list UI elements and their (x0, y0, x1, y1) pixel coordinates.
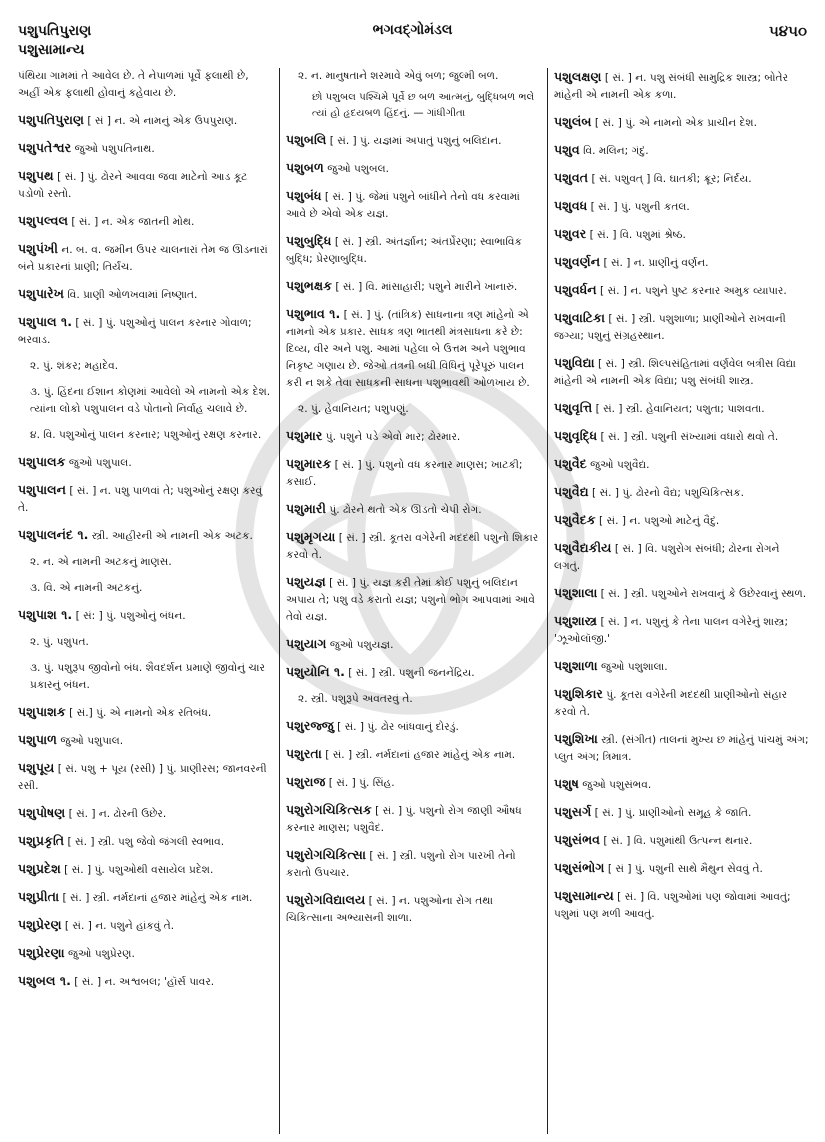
entry-quotation (286, 90, 541, 122)
entry-headword: પશુબળ (286, 160, 324, 175)
entry-definition: [ સં. ] સ્ત્રી. નર્મદાનાં હજાર માંહેનું એક નામ. (321, 749, 516, 761)
dictionary-entry (18, 212, 273, 231)
entry-definition: જુઓ પશુપ્રેરણ. (64, 948, 135, 960)
entry-definition: [ સં. ] વિ. પશુઓમાં પણ જોવામાં આવતું; પશુમાં પણ મળી આવતું. (554, 891, 791, 920)
entry-headword: પશુવિદ્યા (554, 355, 595, 370)
entry-definition: ૩. પું. હિંદના ઈશાન કોણમાં આવેલો એ નામનો એક દેશ. ત્યાંના લોકો પશુપાલન વડે પોતાનો નિર્વાહ ચલાવે છે. (30, 386, 271, 415)
dictionary-entry (554, 141, 809, 160)
entry-headword: પશુપથ (18, 168, 54, 183)
entry-definition: ૨. પું. શંકર; મહાદેવ. (30, 360, 119, 372)
entry-headword: પશુપ્રકૃતિ (18, 833, 65, 848)
entry-columns (14, 68, 815, 1134)
dictionary-entry (554, 775, 809, 794)
guide-word-first: પશુપતિપુરાણ (18, 23, 92, 39)
entry-definition: [ સં. ] સ્ત્રી. અંતર્જ્ઞાન; અંતર્પ્રેરણા; સ્વાભાવિક બુદ્ધિ; પ્રેરણાબુદ્ધિ. (286, 236, 522, 265)
dictionary-entry (554, 803, 809, 822)
entry-headword: પશુસર્ગ (554, 804, 592, 819)
entry-definition: [ સં. ] પું. પશુની કતલ. (587, 201, 690, 213)
dictionary-entry (18, 860, 273, 879)
entry-definition: [ સં. પશુ + પૂય (રસી) ] પું. પ્રાણીરસ; જાનવરની રસી. (18, 763, 267, 792)
entry-definition: [ સં. ] સ્ત્રી. શિલ્પસંહિતામાં વર્ણવેલ બત્રીસ વિદ્યા માંહેની એ નામની એક વિદ્યા; પશુ સંબંધી શાસ્ત્ર. (554, 358, 796, 387)
entry-sense (18, 427, 273, 444)
entry-headword: પશુપલ્વલ (18, 213, 68, 228)
entry-definition: [ સં. ] સ્ત્રી. હેવાનિયત; પશુતા; પાશવતા. (592, 403, 765, 415)
entry-definition: [ સં. ] વિ. પશુમાંથી ઉત્પન્ન થનાર. (600, 835, 753, 847)
entry-definition: [ સં. ] પું. એ નામનો એક પ્રાચીન દેશ. (591, 117, 757, 129)
entry-definition: પંથિયા ગામમાં તે આવેલ છે. તે નેપાળમાં પૂર્વે ફલાથી છે, અહીં એક ફલાથી હોવાનું કહેવાય છે. (18, 70, 249, 99)
entry-definition: સ્ત્રી. આહીરની એ નામની એક અટક. (88, 530, 253, 542)
dictionary-entry (18, 167, 273, 203)
entry-definition: [ સં. ] સ્ત્રી. પશુઓને રાખવાનું કે ઉછેરવાનું સ્થળ. (597, 588, 807, 600)
dictionary-entry (18, 703, 273, 722)
entry-headword: પશુલંબ (554, 114, 592, 129)
entry-definition: [ સં. ] ન. પશુઓ માટેનું વૈદું. (595, 515, 720, 527)
dictionary-entry (554, 859, 809, 878)
dictionary-entry (554, 169, 809, 188)
entry-headword: પશુષ (554, 776, 579, 791)
entry-definition: ન. બ. વ. જમીન ઉપર ચાલનારાં તેમ જ ઊડનારાં બંને પ્રકારનાં પ્રાણી; તિર્યંચ. (18, 244, 268, 273)
entry-headword: પશુશિખા (554, 731, 598, 746)
entry-definition: [ સં. ] ન. પશુનું કે તેના પાલન વગેરેનું શાસ્ત્ર; 'ઝૂઓલૉજી.' (554, 616, 789, 645)
entry-headword: પશુસંભવ (554, 832, 601, 847)
dictionary-entry (554, 455, 809, 474)
entry-definition: [ સં. ] પું. (તાંત્રિક) સાધનાના ત્રણ માંહેનો એ નામનો એક પ્રકાર. સાધક ત્રણ ભાતથી મંત્રસાધના કરે છે: દિવ્ય, વીર અને પશુ. આમાં પહેલા બે ઉત્તમ અને પશુભાવ નિકૃષ્ટ ગણાય છે. જેઓ તંત્રની બધી વિધિનું પૂરેપૂરું પાલન કરી ન શકે તેવા સાધકની સાધના પશુભાવથી ઓળખાય છે. (286, 309, 530, 389)
entry-headword: પશુપ્રેરણ (18, 917, 62, 932)
entry-sense (18, 384, 273, 418)
entry-definition: [ સં. પશુવત્ ] વિ. ઘાતકી; ક્રૂર; નિર્દય. (588, 173, 752, 185)
dictionary-entry (286, 745, 541, 764)
entry-definition: [ સં. ] પું. પશુઓનું પાલન કરનાર ગોવાળ; ભરવાડ. (18, 317, 252, 346)
dictionary-entry (554, 887, 809, 923)
entry-definition: જુઓ પશુવૈદ્ય. (586, 459, 650, 471)
dictionary-entry (18, 832, 273, 851)
entry-definition: [ સં. ] ન. અશ્વબલ; 'હૉર્સ પાવર. (70, 976, 215, 988)
entry-definition: [ સં. ] સ્ત્રી. પશુ જેવો જંગલી સ્વભાવ. (64, 836, 225, 848)
entry-headword: પશુરોગચિકિત્સક (286, 802, 372, 817)
entry-definition: [ સં. ] સ્ત્રી. પશુનો રોગ પારખી તેનો કરાતો ઉપચાર. (286, 850, 516, 879)
dictionary-entry (18, 759, 273, 795)
dictionary-entry (286, 528, 541, 564)
entry-definition: [ સં ] ન. એ નામનું એક ઉપપુરાણ. (84, 115, 238, 127)
entry-definition: [ સં. ] પું. પશુઓથી વસાયેલ પ્રદેશ. (60, 864, 214, 876)
entry-sense (18, 580, 273, 597)
dictionary-entry (18, 453, 273, 472)
entry-definition: [ સં. ] પું. ઢોર બાંધવાનું દોરડું. (333, 721, 459, 733)
entry-headword: પશુબલ ૧. (18, 973, 71, 988)
entry-definition: [ સં. ] સ્ત્રી. કૂતરા વગેરેની મદદથી પશુનો શિકાર કરવો તે. (286, 532, 539, 561)
entry-headword: પશુમૃગયા (286, 529, 336, 544)
entry-definition: [ સં. ] પું. પ્રાણીઓનો સમૂહ કે જાતિ. (591, 807, 752, 819)
entry-definition: ૨. ન. એ નામની અટકનું માણસ. (30, 556, 172, 568)
entry-headword: પશુપોષણ (18, 805, 66, 820)
dictionary-entry (286, 663, 541, 682)
dictionary-entry (18, 731, 273, 750)
entry-headword: પશુપાલન (18, 482, 67, 497)
dictionary-entry (554, 225, 809, 244)
dictionary-entry (286, 427, 541, 446)
entry-headword: પશુશાળા (554, 658, 598, 673)
entry-headword: પશુસામાન્ય (554, 888, 614, 903)
entry-definition: [ સં. ] સ્ત્રી. પશુશાળા; પ્રાણીઓને રાખવાની જગ્યા; પશુનું સંગ્રહસ્થાન. (554, 313, 786, 342)
entry-headword: પશુબલિ (286, 132, 327, 147)
entry-definition: ૨. સ્ત્રી. પશુરૂપે અવતરવું તે. (298, 693, 413, 705)
dictionary-entry (18, 240, 273, 276)
entry-headword: પશુશાલા (554, 585, 598, 600)
column-3 (547, 68, 815, 1134)
entry-definition: [ સં. ] ન. એક જાતની મોથ. (67, 216, 195, 228)
dictionary-entry (286, 455, 541, 491)
entry-headword: પશુવર્ધન (554, 282, 597, 297)
column-2 (279, 68, 547, 1134)
entry-definition: [ સં.] પું. એ નામનો એક રતિબંધ. (65, 707, 212, 719)
entry-headword: પશુવૈદ (554, 456, 587, 471)
entry-headword: પશુવાટિકા (554, 310, 605, 325)
entry-headword: પશુયજ્ઞ (286, 574, 326, 589)
entry-headword: પશુપાલક (18, 454, 66, 469)
dictionary-entry (554, 657, 809, 676)
dictionary-entry (554, 427, 809, 446)
entry-headword: પશુપાશ ૧. (18, 607, 73, 622)
dictionary-entry (286, 573, 541, 626)
entry-definition: વિ. પ્રાણી ઓળખવામાં નિષ્ણાત. (64, 289, 198, 301)
entry-definition: [ સં. ] પું. ઢોરને આવવા જવા માટેનો આડ કૂટ પડોળો રસ્તો. (18, 171, 248, 200)
page-number: ૫૪૫૦ (768, 22, 807, 40)
entry-sense (286, 691, 541, 708)
entry-sense (18, 660, 273, 694)
entry-definition: [ સં. ] પું. સિંહ. (325, 777, 395, 789)
dictionary-entry (554, 685, 809, 721)
entry-headword: પશુબંધ (286, 188, 322, 203)
dictionary-entry (554, 399, 809, 418)
entry-definition: [ સં: ] પું. પશુઓનું બંધન. (72, 610, 186, 622)
entry-headword: પશુવૈદ્યકીય (554, 540, 612, 555)
dictionary-entry (286, 891, 541, 927)
dictionary-entry (18, 285, 273, 304)
dictionary-entry (286, 773, 541, 792)
dictionary-entry (554, 539, 809, 575)
entry-definition: ૪. વિ. પશુઓનું પાલન કરનાર; પશુઓનું રક્ષણ કરનાર. (30, 429, 262, 441)
entry-definition: પું. પશુને પડે એવો માર; ઢોરમાર. (322, 431, 461, 443)
entry-definition: ૨. પું. પશુપત. (30, 636, 89, 648)
guide-word-last: પશુસામાન્ય (18, 42, 85, 58)
entry-headword: પશુપાશક (18, 704, 66, 719)
entry-headword: પશુયાગ (286, 636, 327, 651)
entry-headword: પશુરતા (286, 746, 322, 761)
entry-sense (286, 68, 541, 85)
entry-headword: પશુપાળ (18, 732, 57, 747)
entry-headword: પશુપતેશ્વર (18, 140, 72, 155)
dictionary-entry (554, 584, 809, 603)
column-1 (14, 68, 279, 1134)
dictionary-entry (286, 232, 541, 268)
entry-definition: જુઓ પશુબલ. (323, 163, 389, 175)
dictionary-entry (286, 305, 541, 392)
entry-headword: પશુપ્રીતા (18, 889, 60, 904)
entry-headword: પશુવ (554, 142, 580, 157)
entry-definition: [ સં. ] સ્ત્રી. પશુની જનનેંદ્રિય. (344, 667, 475, 679)
entry-headword: પશુભક્ષક (286, 278, 332, 293)
dictionary-entry (18, 972, 273, 991)
dictionary-entry (286, 500, 541, 519)
dictionary-entry (286, 277, 541, 296)
entry-headword: પશુપાલ ૧. (18, 314, 73, 329)
entry-definition: વિ. મલિન; ગંદું. (579, 145, 649, 157)
entry-definition: [ સં. ] ન. પશુઓના રોગ તથા ચિકિત્સાના અભ્યાસની શાળા. (286, 895, 493, 924)
page-header (14, 22, 811, 66)
entry-definition: સ્ત્રી. (સંગીત) તાલનાં મુખ્ય છ માંહેનું પાંચમું અંગ; પ્લુત અંગ; ત્રિમાત્ર. (554, 734, 809, 763)
dictionary-entry (286, 635, 541, 654)
entry-headword: પશુવૃદ્ધિ (554, 428, 598, 443)
dictionary-entry (554, 309, 809, 345)
entry-definition: [ સં. ] ન. પશુને પુષ્ટ કરનાર અમુક વ્યાપાર. (596, 285, 787, 297)
entry-definition: [ સં. ] પું. યજ્ઞ કરી તેમાં કોઈ પશુનું બલિદાન અપાય તે; પશુ વડે કરાતો યજ્ઞ; પશુનો ભોગ આપવામાં આવે તેવો યજ્ઞ. (286, 577, 535, 623)
entry-definition: [ સં. ] ન. ઢોરની ઉછેર. (65, 808, 167, 820)
entry-headword: પશુરોગચિકિત્સા (286, 847, 366, 862)
entry-definition: [ સં. ] પું. પશુનો વધ કરનાર માણસ; ખાટકી; કસાઈ. (286, 459, 523, 488)
entry-definition: [ સં. ] ન. પશુ પાળવાં તે; પશુઓનું રક્ષણ કરવું તે. (18, 485, 263, 514)
entry-headword: પશુરાજ (286, 774, 326, 789)
dictionary-entry (18, 944, 273, 963)
entry-sense (18, 634, 273, 651)
entry-headword: પશુપતિપુરાણ (18, 112, 85, 127)
dictionary-entry (286, 131, 541, 150)
dictionary-entry (18, 139, 273, 158)
entry-definition: જુઓ પશુપતિનાથ. (71, 143, 155, 155)
dictionary-entry (286, 717, 541, 736)
dictionary-entry (18, 313, 273, 349)
dictionary-entry (286, 846, 541, 882)
dictionary-entry (286, 159, 541, 178)
entry-headword: પશુમારક (286, 456, 332, 471)
entry-headword: પશુપારેખ (18, 286, 65, 301)
entry-headword: પશુવર્ણન (554, 254, 601, 269)
entry-definition: [ સં. ] વિ. માંસાહારી; પશુને મારીને ખાનારું. (332, 281, 518, 293)
entry-headword: પશુવત (554, 170, 589, 185)
dictionary-entry (554, 511, 809, 530)
entry-headword: પશુરજ્જુ (286, 718, 334, 733)
entry-definition: ૩. વિ. એ નામની અટકનું. (30, 582, 143, 594)
dictionary-entry (18, 526, 273, 545)
entry-definition: [ સં. ] ન. પશુને હાંકવું તે. (61, 920, 175, 932)
entry-sense (18, 554, 273, 571)
dictionary-entry (554, 113, 809, 132)
dictionary-entry (18, 606, 273, 625)
entry-headword: પશુવર (554, 226, 587, 241)
dictionary-entry (18, 804, 273, 823)
dictionary-entry (18, 68, 273, 102)
entry-headword: પશુબુદ્ધિ (286, 233, 332, 248)
entry-headword: પશુપાલનંદ ૧. (18, 527, 89, 542)
entry-headword: પશુવધ (554, 198, 588, 213)
dictionary-entry (554, 253, 809, 272)
dictionary-entry (554, 281, 809, 300)
entry-definition: જુઓ પશુપાલ. (56, 735, 124, 747)
quotation-text: છો પશુબલ પશ્ચિમે પૂર્વે છ બળ આત્મનું, બુદ્ધિબળ ભલે ત્યાં હો હૃદયબળ હિંદનું. — ગાંધીગીતા (312, 92, 535, 119)
entry-headword: પશુલક્ષણ (554, 69, 602, 84)
entry-definition: [ સં. ] ન. પશુ સંબંધી સામુદ્રિક શાસ્ત્ર; બોતેર માંહેની એ નામની એક કળા. (554, 72, 789, 101)
entry-definition: [ સં. ] પું. જેમાં પશુને બાંધીને તેનો વધ કરવામાં આવે છે એવો એક યજ્ઞ. (286, 191, 520, 220)
entry-headword: પશુસંભોગ (554, 860, 605, 875)
dictionary-entry (554, 68, 809, 104)
entry-definition: જુઓ પશુપાલ. (65, 457, 132, 469)
entry-definition: [ સં ] પું. પશુની સાથે મૈથુન સેવવું તે. (604, 863, 763, 875)
entry-headword: પશુમારી (286, 501, 326, 516)
entry-headword: પશુમાર (286, 428, 323, 443)
entry-headword: પશુપ્રેરણા (18, 945, 65, 960)
dictionary-entry (554, 354, 809, 390)
dictionary-entry (18, 481, 273, 517)
dictionary-entry (554, 831, 809, 850)
entry-sense (286, 401, 541, 418)
entry-headword: પશુપંખી (18, 241, 59, 256)
entry-definition: [ સં. ] સ્ત્રી. પશુની સંખ્યામાં વધારો થવો તે. (597, 431, 779, 443)
entry-definition: જુઓ પશુયજ્ઞ. (326, 639, 394, 651)
entry-definition: [ સં. ] પું. પશુનો રોગ જાણી ઔષધ કરનાર માણસ; પશુવૈદ. (286, 805, 522, 834)
dictionary-entry (18, 111, 273, 130)
entry-definition: [ સં. ] સ્ત્રી. નર્મદાનાં હજાર માંહેનું એક નામ. (59, 892, 253, 904)
entry-headword: પશુવૈદક (554, 512, 596, 527)
entry-headword: પશુરોગવિદ્યાલય (286, 892, 366, 907)
entry-headword: પશુયોનિ ૧. (286, 664, 345, 679)
entry-definition: ૨. ન. માનુષતાને શરમાવે એવું બળ; જુલ્મી બળ. (298, 70, 499, 82)
entry-headword: પશુભાવ ૧. (286, 306, 341, 321)
entry-definition: જુઓ પશુશાલા. (597, 661, 668, 673)
entry-definition: પું. કૂતરા વગેરેની મદદથી પ્રાણીઓનો સંહાર કરવો તે. (554, 689, 788, 718)
entry-definition: [ સં. ] વિ. પશુરોગ સંબંધી; ઢોરના રોગને લગતું. (554, 543, 780, 572)
entry-sense (18, 358, 273, 375)
entry-headword: પશુવૈદ્ય (554, 484, 589, 499)
entry-definition: ૨. પું. હેવાનિયત; પશુપણું. (298, 403, 409, 415)
dictionary-entry (554, 730, 809, 766)
entry-definition: જુઓ પશુસંભવ. (578, 779, 652, 791)
entry-definition: [ સં. ] ન. પ્રાણીનું વર્ણન. (600, 257, 709, 269)
entry-headword: પશુપૂય (18, 760, 55, 775)
entry-headword: પશુશિકાર (554, 686, 603, 701)
running-title: ભગવદ્ગોમંડલ (372, 22, 453, 38)
entry-definition: [ સં. ] પું. ઢોરનો વૈદ્ય; પશુચિકિત્સક. (588, 487, 744, 499)
entry-definition: [ સં. ] પું. યજ્ઞમાં અપાતું પશુનું બલિદાન. (326, 135, 502, 147)
entry-definition: [ સં. ] વિ. પશુમાં શ્રેષ્ઠ. (586, 229, 686, 241)
entry-headword: પશુપ્રદેશ (18, 861, 61, 876)
dictionary-entry (286, 801, 541, 837)
dictionary-entry (286, 187, 541, 223)
entry-headword: પશુવૃત્તિ (554, 400, 593, 415)
dictionary-entry (554, 483, 809, 502)
dictionary-entry (18, 888, 273, 907)
dictionary-entry (554, 197, 809, 216)
dictionary-entry (18, 916, 273, 935)
entry-definition: પું. ઢોરને થતો એક ઊડતો ચેપી રોગ. (325, 504, 482, 516)
entry-definition: ૩. પું. પશુરૂપ જીવોનો બંધ. શૈવદર્શન પ્રમાણે જીવોનું ચાર પ્રકારનું બંધન. (30, 662, 265, 691)
dictionary-entry (554, 612, 809, 648)
entry-headword: પશુશાસ્ત્ર (554, 613, 598, 628)
